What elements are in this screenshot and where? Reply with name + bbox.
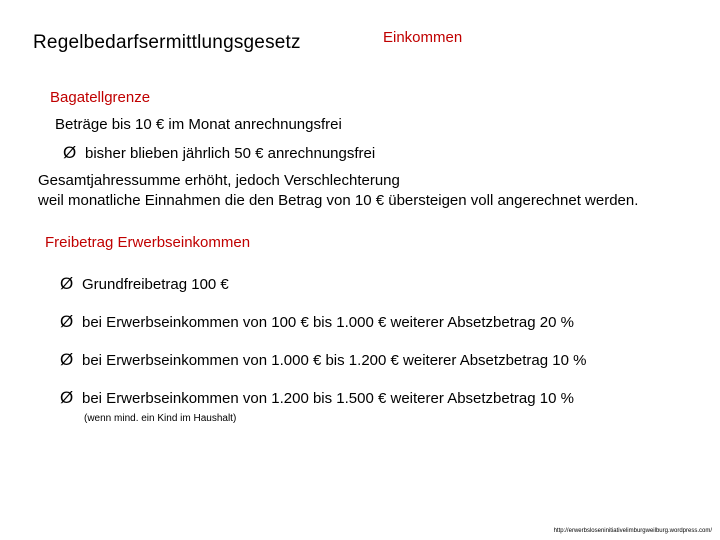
bagatell-bullet-1 — [63, 143, 375, 163]
bullet-text: bei Erwerbseinkommen von 1.200 bis 1.500 € weiterer Absetzbetrag 10 % — [82, 390, 574, 407]
arrow-bullet-icon: Ø — [60, 350, 74, 369]
freibetrag-note: (wenn mind. ein Kind im Haushalt) — [84, 413, 237, 424]
arrow-bullet-icon: Ø — [60, 312, 74, 331]
freibetrag-item-1 — [60, 274, 229, 294]
section-label: Einkommen — [383, 29, 463, 46]
bagatell-line-1: Beträge bis 10 € im Monat anrechnungsfrei — [55, 116, 342, 133]
bullet-text: bei Erwerbseinkommen von 1.000 € bis 1.200 € weiterer Absetzbetrag 10 % — [82, 352, 587, 369]
footer-url: http://erwerbsloseninitiativelimburgweilburg.wordpress.com/ — [553, 528, 712, 534]
freibetrag-item-4 — [60, 388, 574, 408]
bullet-text: Grundfreibetrag 100 € — [82, 276, 229, 293]
arrow-bullet-icon: Ø — [60, 274, 74, 293]
freibetrag-item-2 — [60, 312, 574, 332]
bullet-text: bisher blieben jährlich 50 € anrechnungsfrei — [85, 145, 376, 162]
arrow-bullet-icon: Ø — [60, 388, 74, 407]
slide-title: Regelbedarfsermittlungsgesetz — [33, 32, 301, 53]
bagatell-line-3: weil monatliche Einnahmen die den Betrag von 10 € übersteigen voll angerechnet werden. — [38, 192, 639, 209]
arrow-bullet-icon: Ø — [63, 143, 77, 162]
bagatell-line-2: Gesamtjahressumme erhöht, jedoch Verschlechterung — [38, 172, 400, 189]
freibetrag-item-3 — [60, 350, 586, 370]
freibetrag-heading: Freibetrag Erwerbseinkommen — [45, 234, 251, 251]
bagatell-heading: Bagatellgrenze — [50, 89, 151, 106]
bullet-text: bei Erwerbseinkommen von 100 € bis 1.000 € weiterer Absetzbetrag 20 % — [82, 314, 574, 331]
